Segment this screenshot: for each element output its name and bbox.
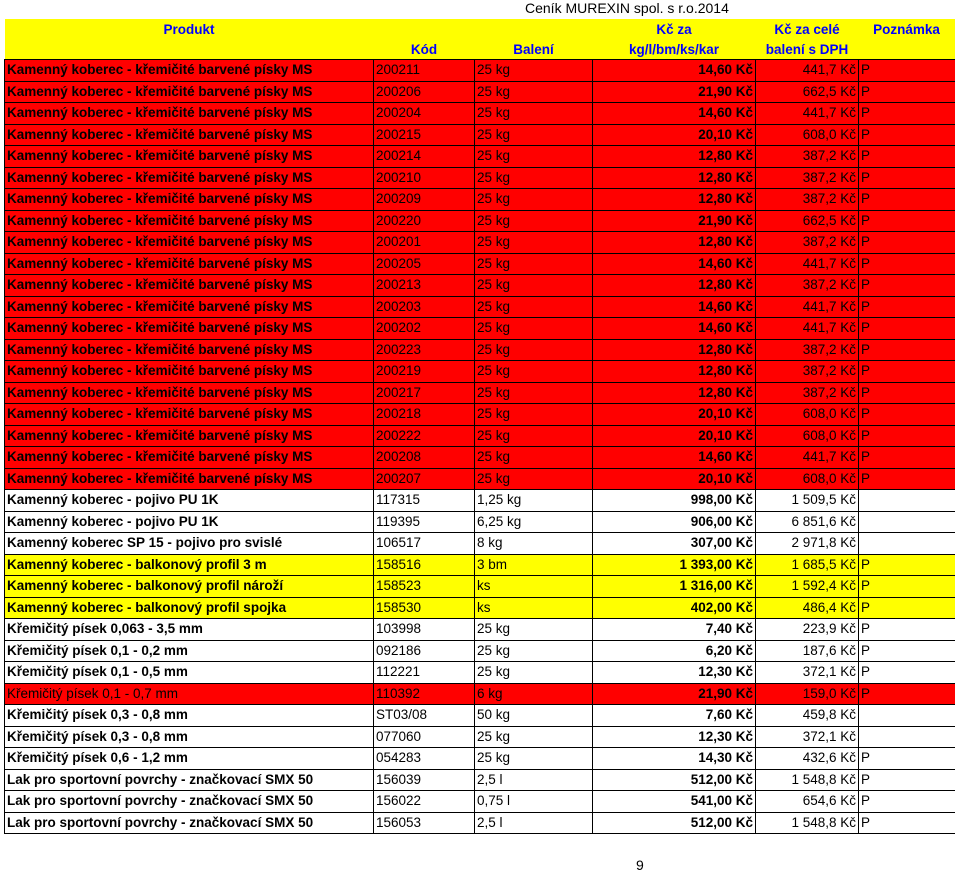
note: P	[859, 189, 955, 211]
note: P	[859, 124, 955, 146]
package-size: 25 kg	[475, 81, 593, 103]
package-price: 662,5 Kč	[756, 210, 859, 232]
product-code: 158523	[374, 576, 475, 598]
product-code: 054283	[374, 748, 475, 770]
product-name: Kamenný koberec - křemičité barvené písky MS	[5, 232, 374, 254]
package-size: 25 kg	[475, 318, 593, 340]
unit-price: 1 316,00 Kč	[593, 576, 756, 598]
note: P	[859, 339, 955, 361]
product-name: Kamenný koberec - křemičité barvené písky MS	[5, 60, 374, 82]
note: P	[859, 103, 955, 125]
product-name: Kamenný koberec - křemičité barvené písky MS	[5, 447, 374, 469]
package-size: 25 kg	[475, 404, 593, 426]
product-code: ST03/08	[374, 705, 475, 727]
note: P	[859, 275, 955, 297]
table-row	[5, 296, 955, 318]
package-price: 6 851,6 Kč	[756, 511, 859, 533]
product-code: 110392	[374, 683, 475, 705]
package-price: 486,4 Kč	[756, 597, 859, 619]
note	[859, 705, 955, 727]
unit-price: 12,80 Kč	[593, 382, 756, 404]
product-name: Křemičitý písek 0,1 - 0,7 mm	[5, 683, 374, 705]
product-code: 106517	[374, 533, 475, 555]
package-size: 25 kg	[475, 60, 593, 82]
package-price: 1 592,4 Kč	[756, 576, 859, 598]
note: P	[859, 425, 955, 447]
package-price: 1 685,5 Kč	[756, 554, 859, 576]
package-price: 608,0 Kč	[756, 124, 859, 146]
product-name: Kamenný koberec - křemičité barvené písky MS	[5, 275, 374, 297]
table-row	[5, 640, 955, 662]
unit-price: 541,00 Kč	[593, 791, 756, 813]
product-code: 156039	[374, 769, 475, 791]
table-row	[5, 404, 955, 426]
product-name: Kamenný koberec - balkonový profil 3 m	[5, 554, 374, 576]
package-price: 1 548,8 Kč	[756, 769, 859, 791]
header-baleni-spacer	[475, 19, 593, 39]
package-price: 1 548,8 Kč	[756, 812, 859, 834]
package-size: 25 kg	[475, 726, 593, 748]
table-row	[5, 748, 955, 770]
table-row	[5, 210, 955, 232]
package-size: 25 kg	[475, 210, 593, 232]
table-row	[5, 533, 955, 555]
table-row	[5, 275, 955, 297]
header-poznamka: Poznámka	[859, 19, 955, 39]
table-row	[5, 318, 955, 340]
package-price: 432,6 Kč	[756, 748, 859, 770]
table-row	[5, 253, 955, 275]
product-code: 200213	[374, 275, 475, 297]
product-name: Kamenný koberec - křemičité barvené písky MS	[5, 146, 374, 168]
product-code: 200217	[374, 382, 475, 404]
package-size: 6 kg	[475, 683, 593, 705]
package-price: 387,2 Kč	[756, 361, 859, 383]
header-cena-line1: Kč za	[593, 19, 756, 39]
table-row	[5, 769, 955, 791]
package-size: 50 kg	[475, 705, 593, 727]
product-name: Křemičitý písek 0,063 - 3,5 mm	[5, 619, 374, 641]
package-price: 372,1 Kč	[756, 662, 859, 684]
package-size: 25 kg	[475, 146, 593, 168]
package-size: 25 kg	[475, 253, 593, 275]
note: P	[859, 662, 955, 684]
header-kod: Kód	[374, 39, 475, 60]
package-size: 25 kg	[475, 640, 593, 662]
note: P	[859, 769, 955, 791]
table-row	[5, 425, 955, 447]
price-list-table	[4, 19, 955, 834]
package-price: 441,7 Kč	[756, 447, 859, 469]
table-row	[5, 189, 955, 211]
product-code: 200218	[374, 404, 475, 426]
product-name: Kamenný koberec - křemičité barvené písky MS	[5, 124, 374, 146]
unit-price: 307,00 Kč	[593, 533, 756, 555]
product-code: 200215	[374, 124, 475, 146]
package-size: 25 kg	[475, 662, 593, 684]
package-size: 25 kg	[475, 232, 593, 254]
package-price: 459,8 Kč	[756, 705, 859, 727]
table-row	[5, 511, 955, 533]
product-name: Lak pro sportovní povrchy - značkovací SMX 50	[5, 769, 374, 791]
package-size: ks	[475, 597, 593, 619]
package-price: 1 509,5 Kč	[756, 490, 859, 512]
package-size: 25 kg	[475, 425, 593, 447]
unit-price: 20,10 Kč	[593, 468, 756, 490]
product-code: 200203	[374, 296, 475, 318]
package-price: 441,7 Kč	[756, 103, 859, 125]
note	[859, 490, 955, 512]
table-row	[5, 490, 955, 512]
product-name: Kamenný koberec - pojivo PU 1K	[5, 490, 374, 512]
product-code: 117315	[374, 490, 475, 512]
unit-price: 21,90 Kč	[593, 683, 756, 705]
product-name: Kamenný koberec - pojivo PU 1K	[5, 511, 374, 533]
product-name: Lak pro sportovní povrchy - značkovací SMX 50	[5, 791, 374, 813]
package-size: 25 kg	[475, 124, 593, 146]
package-size: 6,25 kg	[475, 511, 593, 533]
product-name: Křemičitý písek 0,3 - 0,8 mm	[5, 705, 374, 727]
product-code: 156053	[374, 812, 475, 834]
unit-price: 1 393,00 Kč	[593, 554, 756, 576]
table-row	[5, 683, 955, 705]
note	[859, 533, 955, 555]
package-price: 608,0 Kč	[756, 425, 859, 447]
table-body	[5, 60, 955, 834]
note: P	[859, 447, 955, 469]
unit-price: 14,60 Kč	[593, 60, 756, 82]
product-code: 158516	[374, 554, 475, 576]
product-code: 158530	[374, 597, 475, 619]
note: P	[859, 619, 955, 641]
table-row	[5, 812, 955, 834]
table-row	[5, 81, 955, 103]
page-number: 9	[636, 857, 644, 873]
package-size: 2,5 l	[475, 769, 593, 791]
note: P	[859, 554, 955, 576]
product-name: Křemičitý písek 0,3 - 0,8 mm	[5, 726, 374, 748]
note: P	[859, 146, 955, 168]
product-code: 156022	[374, 791, 475, 813]
table-row	[5, 726, 955, 748]
product-name: Kamenný koberec SP 15 - pojivo pro svislé	[5, 533, 374, 555]
package-price: 387,2 Kč	[756, 189, 859, 211]
package-price: 187,6 Kč	[756, 640, 859, 662]
unit-price: 512,00 Kč	[593, 812, 756, 834]
unit-price: 20,10 Kč	[593, 404, 756, 426]
table-row	[5, 791, 955, 813]
note: P	[859, 318, 955, 340]
product-code: 200220	[374, 210, 475, 232]
package-price: 2 971,8 Kč	[756, 533, 859, 555]
unit-price: 20,10 Kč	[593, 124, 756, 146]
package-price: 387,2 Kč	[756, 275, 859, 297]
note: P	[859, 382, 955, 404]
unit-price: 12,30 Kč	[593, 726, 756, 748]
note: P	[859, 361, 955, 383]
note: P	[859, 253, 955, 275]
note: P	[859, 232, 955, 254]
unit-price: 14,60 Kč	[593, 296, 756, 318]
product-name: Kamenný koberec - křemičité barvené písky MS	[5, 468, 374, 490]
product-name: Kamenný koberec - balkonový profil spojka	[5, 597, 374, 619]
package-price: 387,2 Kč	[756, 146, 859, 168]
table-row	[5, 124, 955, 146]
table-row	[5, 447, 955, 469]
table-row	[5, 468, 955, 490]
unit-price: 14,60 Kč	[593, 318, 756, 340]
product-code: 200206	[374, 81, 475, 103]
table-row	[5, 167, 955, 189]
note: P	[859, 597, 955, 619]
package-size: 25 kg	[475, 167, 593, 189]
table-row	[5, 597, 955, 619]
product-code: 119395	[374, 511, 475, 533]
product-name: Kamenný koberec - křemičité barvené písky MS	[5, 361, 374, 383]
package-size: 1,25 kg	[475, 490, 593, 512]
package-size: 25 kg	[475, 275, 593, 297]
table-header	[5, 19, 955, 60]
note: P	[859, 81, 955, 103]
product-name: Kamenný koberec - křemičité barvené písky MS	[5, 253, 374, 275]
product-name: Kamenný koberec - balkonový profil nároží	[5, 576, 374, 598]
package-size: 2,5 l	[475, 812, 593, 834]
unit-price: 7,60 Kč	[593, 705, 756, 727]
package-price: 608,0 Kč	[756, 468, 859, 490]
product-name: Kamenný koberec - křemičité barvené písky MS	[5, 167, 374, 189]
unit-price: 998,00 Kč	[593, 490, 756, 512]
package-price: 662,5 Kč	[756, 81, 859, 103]
unit-price: 12,80 Kč	[593, 167, 756, 189]
package-price: 441,7 Kč	[756, 60, 859, 82]
table-row	[5, 662, 955, 684]
product-name: Křemičitý písek 0,1 - 0,5 mm	[5, 662, 374, 684]
product-name: Kamenný koberec - křemičité barvené písky MS	[5, 382, 374, 404]
unit-price: 12,80 Kč	[593, 189, 756, 211]
package-size: 0,75 l	[475, 791, 593, 813]
package-price: 441,7 Kč	[756, 318, 859, 340]
header-kod-spacer	[374, 19, 475, 39]
note	[859, 511, 955, 533]
unit-price: 14,60 Kč	[593, 103, 756, 125]
header-cena-line2: kg/l/bm/ks/kar	[593, 39, 756, 60]
table-row	[5, 339, 955, 361]
product-code: 200223	[374, 339, 475, 361]
note: P	[859, 640, 955, 662]
product-code: 200201	[374, 232, 475, 254]
note: P	[859, 468, 955, 490]
product-code: 200208	[374, 447, 475, 469]
table-row	[5, 554, 955, 576]
package-size: ks	[475, 576, 593, 598]
unit-price: 21,90 Kč	[593, 81, 756, 103]
note: P	[859, 404, 955, 426]
note: P	[859, 791, 955, 813]
unit-price: 402,00 Kč	[593, 597, 756, 619]
unit-price: 12,80 Kč	[593, 146, 756, 168]
table-row	[5, 146, 955, 168]
package-size: 25 kg	[475, 748, 593, 770]
note	[859, 726, 955, 748]
product-code: 200204	[374, 103, 475, 125]
product-name: Kamenný koberec - křemičité barvené písky MS	[5, 339, 374, 361]
unit-price: 12,80 Kč	[593, 339, 756, 361]
unit-price: 12,80 Kč	[593, 361, 756, 383]
package-price: 387,2 Kč	[756, 339, 859, 361]
package-price: 441,7 Kč	[756, 253, 859, 275]
table-row	[5, 576, 955, 598]
product-name: Kamenný koberec - křemičité barvené písky MS	[5, 103, 374, 125]
product-name: Kamenný koberec - křemičité barvené písky MS	[5, 210, 374, 232]
package-price: 608,0 Kč	[756, 404, 859, 426]
product-code: 200214	[374, 146, 475, 168]
note: P	[859, 683, 955, 705]
package-size: 25 kg	[475, 296, 593, 318]
header-baleni: Balení	[475, 39, 593, 60]
unit-price: 906,00 Kč	[593, 511, 756, 533]
package-size: 25 kg	[475, 447, 593, 469]
product-name: Kamenný koberec - křemičité barvené písky MS	[5, 318, 374, 340]
unit-price: 6,20 Kč	[593, 640, 756, 662]
package-size: 25 kg	[475, 382, 593, 404]
product-name: Kamenný koberec - křemičité barvené písky MS	[5, 81, 374, 103]
product-name: Kamenný koberec - křemičité barvené písky MS	[5, 425, 374, 447]
note: P	[859, 748, 955, 770]
unit-price: 14,60 Kč	[593, 253, 756, 275]
unit-price: 512,00 Kč	[593, 769, 756, 791]
product-code: 200219	[374, 361, 475, 383]
table-row	[5, 705, 955, 727]
package-size: 25 kg	[475, 468, 593, 490]
product-code: 200210	[374, 167, 475, 189]
product-name: Kamenný koberec - křemičité barvené písky MS	[5, 296, 374, 318]
package-size: 3 bm	[475, 554, 593, 576]
unit-price: 14,30 Kč	[593, 748, 756, 770]
document-title: Ceník MUREXIN spol. s r.o.2014	[525, 0, 729, 16]
package-size: 25 kg	[475, 361, 593, 383]
package-size: 25 kg	[475, 619, 593, 641]
unit-price: 7,40 Kč	[593, 619, 756, 641]
product-name: Křemičitý písek 0,6 - 1,2 mm	[5, 748, 374, 770]
table-row	[5, 382, 955, 404]
package-price: 387,2 Kč	[756, 167, 859, 189]
note: P	[859, 167, 955, 189]
unit-price: 12,80 Kč	[593, 232, 756, 254]
header-celkem-line2: balení s DPH	[756, 39, 859, 60]
package-price: 223,9 Kč	[756, 619, 859, 641]
header-poznamka-spacer	[859, 39, 955, 60]
product-code: 112221	[374, 662, 475, 684]
product-name: Křemičitý písek 0,1 - 0,2 mm	[5, 640, 374, 662]
package-price: 159,0 Kč	[756, 683, 859, 705]
table-row	[5, 103, 955, 125]
table-row	[5, 60, 955, 82]
package-size: 25 kg	[475, 103, 593, 125]
product-code: 200205	[374, 253, 475, 275]
product-name: Kamenný koberec - křemičité barvené písky MS	[5, 404, 374, 426]
note: P	[859, 60, 955, 82]
unit-price: 21,90 Kč	[593, 210, 756, 232]
unit-price: 12,30 Kč	[593, 662, 756, 684]
package-price: 387,2 Kč	[756, 232, 859, 254]
table-row	[5, 619, 955, 641]
product-code: 200209	[374, 189, 475, 211]
note: P	[859, 812, 955, 834]
table-row	[5, 361, 955, 383]
unit-price: 12,80 Kč	[593, 275, 756, 297]
package-price: 387,2 Kč	[756, 382, 859, 404]
header-produkt: Produkt	[5, 19, 374, 39]
package-size: 8 kg	[475, 533, 593, 555]
package-price: 654,6 Kč	[756, 791, 859, 813]
product-code: 077060	[374, 726, 475, 748]
table-row	[5, 232, 955, 254]
package-size: 25 kg	[475, 339, 593, 361]
unit-price: 20,10 Kč	[593, 425, 756, 447]
product-code: 200202	[374, 318, 475, 340]
product-code: 103998	[374, 619, 475, 641]
product-code: 200222	[374, 425, 475, 447]
product-code: 092186	[374, 640, 475, 662]
package-price: 372,1 Kč	[756, 726, 859, 748]
package-price: 441,7 Kč	[756, 296, 859, 318]
unit-price: 14,60 Kč	[593, 447, 756, 469]
product-name: Lak pro sportovní povrchy - značkovací SMX 50	[5, 812, 374, 834]
header-produkt-spacer	[5, 39, 374, 60]
product-code: 200207	[374, 468, 475, 490]
package-size: 25 kg	[475, 189, 593, 211]
note: P	[859, 296, 955, 318]
product-code: 200211	[374, 60, 475, 82]
note: P	[859, 210, 955, 232]
header-celkem-line1: Kč za celé	[756, 19, 859, 39]
product-name: Kamenný koberec - křemičité barvené písky MS	[5, 189, 374, 211]
note: P	[859, 576, 955, 598]
